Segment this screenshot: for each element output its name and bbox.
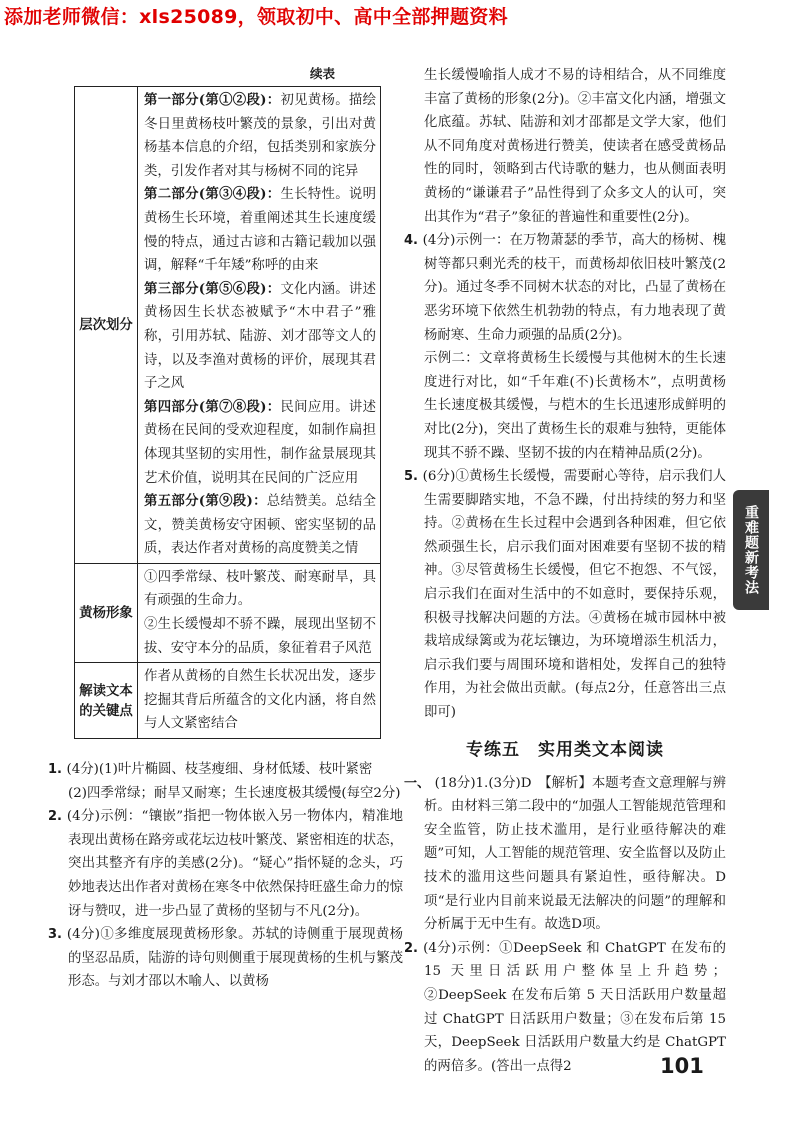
outline-part-body: 生长特性。说明黄杨生长环境，着重阐述其生长速度缓慢的特点，通过古谚和古籍记载加以强调，解释“千年矮”称呼的由来: [144, 187, 377, 274]
outline-row-label: 黄杨形象: [75, 563, 138, 662]
outline-part-head: 第三部分(第⑤⑥段)：: [144, 280, 281, 297]
outline-part: [144, 613, 376, 660]
outline-part-body: ②生长缓慢却不骄不躁，展现出坚韧不拔、安守本分的品质，象征着君子风范: [144, 617, 376, 656]
section-title: 专练五 实用类文本阅读: [466, 739, 664, 760]
outline-part-body: 总结赞美。总结全文，赞美黄杨安守困顿、密实坚韧的品质，表达作者对黄杨的高度赞美之情: [144, 494, 377, 557]
answer-item: [404, 229, 726, 347]
left-answers: [48, 758, 403, 994]
outline-row-content: [138, 563, 381, 662]
outline-part: [144, 183, 376, 277]
outline-part-body: ①四季常绿、枝叶繁茂、耐寒耐旱，具有顽强的生命力。: [144, 569, 376, 609]
page-number: 101: [660, 1054, 704, 1078]
answer-item: [48, 758, 403, 782]
outline-part-head: 第二部分(第③④段)：: [144, 186, 281, 203]
outline-part: [144, 566, 376, 613]
outline-part-body: 初见黄杨。描绘冬日里黄杨枝叶繁茂的景象，引出对黄杨基本信息的介绍，包括类别和家族分类，引发作者对其与杨树不同的诧异: [144, 93, 377, 179]
answer-text: (18分)1.(3分)D 【解析】本题考查文意理解与辨析。由材料三第二段中的“加强人工智能规范管理和安全监管，防止技术滥用，是行业亟待解决的难题”可知，人工智能的规范管理、安全监督以及防止技术的滥用这些问题具有紧迫性，亟待解决。D项“是行业内目前来说最无法解决的问题”的理解和分析属于无中生有。故选D项。: [424, 775, 726, 933]
outline-part-head: 第四部分(第⑦⑧段)：: [144, 398, 281, 415]
answer-text: (4分)示例：“镶嵌”指把一物体嵌入另一物体内，精准地表现出黄杨在路旁或花坛边枝叶繁茂、紧密相连的状态，突出其整齐有序的美感(2分)。“疑心”指怀疑的念头，巧妙地表达出作者对黄杨在寒冬中依然保持旺盛生命力的惊讶与赞叹，进一步凸显了黄杨的坚韧与不凡(2分)。: [66, 809, 403, 919]
outline-part: [144, 89, 376, 183]
answer-number: 3.: [48, 927, 67, 943]
answer-number: 5.: [404, 469, 423, 485]
outline-part-body: 民间应用。讲述黄杨在民间的受欢迎程度，如制作扁担体现其坚韧的实用性，制作盆景展现其艺术价值，说明其在民间的广泛应用: [144, 399, 377, 486]
outline-part-body: 作者从黄杨的自然生长状况出发，逐步挖掘其背后所蕴含的文化内涵，将自然与人文紧密结合: [144, 669, 376, 732]
answer-text: 生长缓慢喻指人成才不易的诗相结合，从不同维度丰富了黄杨的形象(2分)。②丰富文化内涵，增强文化底蕴。苏轼、陆游和刘才邵都是文学大家，他们从不同角度对黄杨进行赞美，使读者在感受黄杨品性的同时，领略到古代诗歌的魅力，也从侧面表明黄杨的“谦谦君子”品性得到了众多文人的认可，突出其作为“君子”象征的普遍性和重要性(2分)。: [424, 68, 726, 225]
outline-part-body: 文化内涵。讲述黄杨因生长状态被赋予“木中君子”雅称，引用苏轼、陆游、刘才邵等文人的诗，以及李渔对黄杨的评价，展现其君子之风: [144, 281, 377, 392]
outline-part: [144, 396, 376, 490]
promo-banner: 添加老师微信：xls25089，领取初中、高中全部押题资料: [4, 6, 508, 28]
answer-text: (4分)(1)叶片椭圆、枝茎瘦细、身材低矮、枝叶紧密: [66, 762, 373, 777]
answer-number: 2.: [48, 809, 67, 825]
answer-item: [404, 772, 726, 937]
answer-number: 2.: [404, 940, 424, 956]
answer-item: [48, 923, 403, 994]
section-answers: [404, 772, 726, 1079]
right-column: [404, 64, 726, 1078]
answer-number: 4.: [404, 233, 423, 249]
outline-row: [75, 563, 381, 662]
outline-row: [75, 663, 381, 739]
answer-item: [404, 64, 726, 229]
outline-part-head: 第五部分(第⑨段)：: [144, 493, 267, 510]
outline-row: [75, 87, 381, 564]
outline-part: [144, 665, 376, 736]
answer-text: 示例二：文章将黄杨生长缓慢与其他树木的生长速度进行对比，如“千年难(不)长黄杨木”，点明黄杨生长速度极其缓慢，与桤木的生长迅速形成鲜明的对比(2分)，突出了黄杨生长的艰难与独特，更能体现其不骄不躁、坚韧不拔的内在精神品质(2分)。: [424, 351, 726, 461]
table-continued-label: 续表: [310, 66, 336, 81]
outline-row-label: 层次划分: [75, 87, 138, 564]
outline-part-head: 第一部分(第①②段)：: [144, 92, 281, 108]
answer-item: [48, 805, 403, 923]
answer-item: [404, 465, 726, 725]
answer-item: [48, 782, 403, 806]
answer-text: (4分)①多维度展现黄杨形象。苏轼的诗侧重于展现黄杨的坚忍品质，陆游的诗句则侧重于展现黄杨的生机与繁茂形态。与刘才邵以木喻人、以黄杨: [66, 927, 404, 990]
answer-item: [404, 347, 726, 465]
answer-text: (4分)示例：①DeepSeek 和 ChatGPT 在发布的 15 天里日活跃用户整体呈上升趋势；②DeepSeek 在发布后第 5 天日活跃用户数量超过 ChatGPT 日活跃用户数量；③在发布后第 15 天，DeepSeek 日活跃用户数量大约是 ChatGPT 的两倍多。(答出一点得2: [423, 940, 726, 1074]
answer-text: (2)四季常绿；耐旱又耐寒；生长速度极其缓慢(每空2分): [68, 785, 401, 801]
outline-part: [144, 490, 376, 561]
outline-table: [74, 86, 381, 739]
outline-row-content: [138, 663, 381, 739]
answer-text: (6分)①黄杨生长缓慢，需要耐心等待，启示我们人生需要脚踏实地，不急不躁，付出持续的努力和坚持。②黄杨在生长过程中会遇到各种困难，但它依然顽强生长，启示我们面对困难要有坚韧不拔的精神。③尽管黄杨生长缓慢，但它不抱怨、不气馁，启示我们在面对生活中的不如意时，要保持乐观，积极寻找解决问题的方法。④黄杨在城市园林中被栽培成绿篱或为花坛镶边，为环境增添生机活力，启示我们要与周围环境和谐相处，发挥自己的独特作用，为社会做出贡献。(每点2分，任意答出三点即可): [422, 469, 726, 721]
outline-table-body: [75, 87, 381, 739]
side-tab: 重难题新考法: [733, 490, 769, 610]
right-answers: [404, 64, 726, 725]
outline-row-label: 解读文本的关键点: [75, 663, 138, 739]
outline-part: [144, 278, 376, 396]
answer-text: (4分)示例一：在万物萧瑟的季节，高大的杨树、槐树等都只剩光秃的枝干，而黄杨却依旧枝叶繁茂(2分)。通过冬季不同树木状态的对比，凸显了黄杨在恶劣环境下依然生机勃勃的特点，有力地表现了黄杨耐寒、生命力顽强的品质(2分)。: [422, 233, 726, 343]
answer-number: 1.: [48, 762, 67, 777]
answer-number: 一、: [404, 775, 435, 791]
outline-row-content: [138, 87, 381, 564]
